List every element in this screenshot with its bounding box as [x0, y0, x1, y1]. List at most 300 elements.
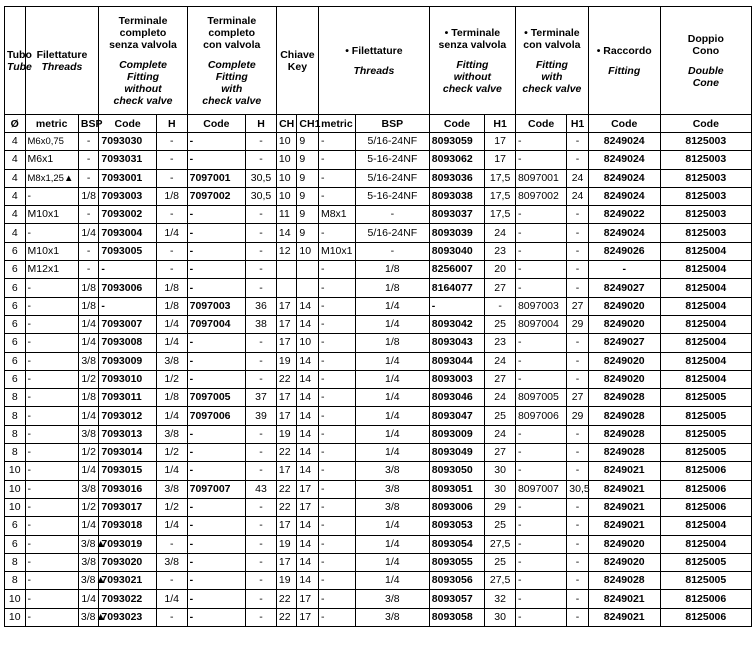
cell-diameter: 6	[5, 517, 26, 535]
cell-diameter: 4	[5, 206, 26, 224]
cell-fitting-h1: 25	[485, 553, 516, 571]
cell-thread-metric: M8x1,25▲	[25, 169, 78, 187]
cell-thread-metric: -	[25, 498, 78, 516]
cell-h: -	[156, 133, 187, 151]
cell-fitting-code: 8093059	[429, 133, 484, 151]
cell-fitting-h1: 27	[485, 370, 516, 388]
table-row	[5, 480, 752, 498]
cell-bullet-metric: -	[318, 590, 355, 608]
fittings-table	[4, 6, 752, 627]
cell-raccordo-code: 8249020	[588, 352, 660, 370]
complete-valve-header: Terminale completo con valvola Complete Fitting with check valve	[187, 7, 276, 115]
cell-h: 1/4	[156, 224, 187, 242]
cell-h: -	[156, 608, 187, 626]
cell-fitting-code: 8093062	[429, 151, 484, 169]
cell-fitting-h1: 25	[485, 407, 516, 425]
table-row	[5, 297, 752, 315]
cell-double-cone-code: 8125004	[660, 242, 751, 260]
subheader-thread-metric: metric	[25, 115, 78, 133]
cell-code: 7093014	[99, 444, 156, 462]
cell-double-cone-code: 8125004	[660, 370, 751, 388]
cell-code: 7093003	[99, 187, 156, 205]
cell-double-cone-code: 8125003	[660, 206, 751, 224]
cell-code: 7093009	[99, 352, 156, 370]
cell-valve-code: 7097007	[187, 480, 245, 498]
cell-thread-bsp: 1/4	[78, 407, 99, 425]
cell-bullet-bsp: 1/4	[355, 407, 429, 425]
cell-ch: 17	[276, 389, 297, 407]
cell-double-cone-code: 8125004	[660, 297, 751, 315]
cell-bullet-bsp: 1/4	[355, 553, 429, 571]
cell-thread-bsp: 1/8	[78, 187, 99, 205]
cell-thread-bsp: 3/8	[78, 425, 99, 443]
cell-thread-metric: -	[25, 352, 78, 370]
cell-valve-code: -	[187, 517, 245, 535]
table-body	[5, 133, 752, 627]
cell-h: 1/8	[156, 297, 187, 315]
cell-diameter: 4	[5, 187, 26, 205]
cell-thread-bsp: 1/4	[78, 462, 99, 480]
table-row	[5, 187, 752, 205]
cell-fitting-code: 8164077	[429, 279, 484, 297]
cell-code: -	[99, 261, 156, 279]
cell-diameter: 8	[5, 425, 26, 443]
cell-bullet-metric: -	[318, 480, 355, 498]
cell-bullet-metric: -	[318, 187, 355, 205]
cell-thread-metric: -	[25, 425, 78, 443]
subheader-h: H	[156, 115, 187, 133]
cell-thread-bsp: 1/4	[78, 590, 99, 608]
bullet-terminal-no-valve-header: • Terminale senza valvola Fitting without check valve	[429, 7, 515, 115]
cell-diameter: 6	[5, 315, 26, 333]
cell-ch: 22	[276, 590, 297, 608]
cell-fitting-h1: 17	[485, 151, 516, 169]
cell-thread-metric: -	[25, 315, 78, 333]
cell-fitting-valve-h1: -	[567, 517, 589, 535]
cell-ch1: 9	[297, 133, 319, 151]
cell-bullet-metric: -	[318, 297, 355, 315]
table-row	[5, 224, 752, 242]
cell-double-cone-code: 8125004	[660, 279, 751, 297]
cell-h: -	[156, 206, 187, 224]
bullet-terminal-valve-header: • Terminale con valvola Fitting with check valve	[515, 7, 588, 115]
cell-valve-code: 7097002	[187, 187, 245, 205]
cell-ch: 17	[276, 517, 297, 535]
cell-fitting-valve-h1: -	[567, 590, 589, 608]
cell-fitting-valve-code: -	[515, 590, 566, 608]
cell-ch: 11	[276, 206, 297, 224]
cell-bullet-bsp: 1/4	[355, 444, 429, 462]
cell-bullet-metric: -	[318, 279, 355, 297]
cell-valve-code: 7097003	[187, 297, 245, 315]
cell-diameter: 4	[5, 224, 26, 242]
subheader-fitting-valve-h1: H1	[567, 115, 589, 133]
cell-double-cone-code: 8125003	[660, 224, 751, 242]
cell-bullet-metric: -	[318, 224, 355, 242]
subheader-fitting-code: Code	[429, 115, 484, 133]
table-row	[5, 498, 752, 516]
cell-ch	[276, 261, 297, 279]
cell-fitting-code: 8256007	[429, 261, 484, 279]
cell-bullet-bsp: 1/4	[355, 352, 429, 370]
cell-fitting-code: 8093050	[429, 462, 484, 480]
cell-valve-code: 7097004	[187, 315, 245, 333]
cell-raccordo-code: 8249020	[588, 553, 660, 571]
cell-fitting-h1: 23	[485, 334, 516, 352]
cell-fitting-code: 8093042	[429, 315, 484, 333]
cell-valve-h: -	[246, 224, 277, 242]
cell-double-cone-code: 8125005	[660, 553, 751, 571]
cell-thread-bsp: 1/4	[78, 315, 99, 333]
cell-fitting-valve-code: 8097003	[515, 297, 566, 315]
cell-valve-code: -	[187, 370, 245, 388]
cell-thread-bsp: -	[78, 169, 99, 187]
cell-raccordo-code: 8249022	[588, 206, 660, 224]
cell-h: 1/8	[156, 187, 187, 205]
cell-double-cone-code: 8125003	[660, 169, 751, 187]
cell-fitting-h1: 24	[485, 224, 516, 242]
cell-fitting-valve-code: -	[515, 206, 566, 224]
cell-thread-metric: M10x1	[25, 242, 78, 260]
cell-raccordo-code: 8249027	[588, 334, 660, 352]
cell-raccordo-code: 8249020	[588, 297, 660, 315]
cell-h: 1/4	[156, 590, 187, 608]
cell-thread-metric: -	[25, 535, 78, 553]
cell-valve-h: -	[246, 151, 277, 169]
cell-thread-metric: -	[25, 572, 78, 590]
cell-thread-bsp: 1/4	[78, 224, 99, 242]
cell-valve-h: -	[246, 334, 277, 352]
subheader-ch: CH	[276, 115, 297, 133]
cell-bullet-metric: -	[318, 572, 355, 590]
cell-bullet-bsp: 1/4	[355, 297, 429, 315]
cell-fitting-code: 8093054	[429, 535, 484, 553]
subheader-ch1: CH1	[297, 115, 319, 133]
cell-fitting-code: -	[429, 297, 484, 315]
cell-valve-code: -	[187, 133, 245, 151]
table-row	[5, 462, 752, 480]
table-row	[5, 352, 752, 370]
complete-no-valve-header: Terminale completo senza valvola Complete Fitting without check valve	[99, 7, 187, 115]
cell-double-cone-code: 8125005	[660, 572, 751, 590]
subheader-row	[5, 115, 752, 133]
cell-thread-metric: -	[25, 389, 78, 407]
cell-ch: 17	[276, 297, 297, 315]
cell-bullet-bsp: 1/8	[355, 334, 429, 352]
table-row	[5, 279, 752, 297]
cell-thread-bsp: -	[78, 242, 99, 260]
cell-fitting-code: 8093044	[429, 352, 484, 370]
subheader-fitting-valve-code: Code	[515, 115, 566, 133]
cell-bullet-bsp: 5-16-24NF	[355, 151, 429, 169]
cell-fitting-valve-h1: -	[567, 535, 589, 553]
cell-fitting-valve-h1: -	[567, 261, 589, 279]
cell-bullet-bsp: 3/8	[355, 480, 429, 498]
cell-bullet-bsp: 5-16-24NF	[355, 187, 429, 205]
subheader-diameter: Ø	[5, 115, 26, 133]
cell-ch1: 17	[297, 480, 319, 498]
cell-ch: 22	[276, 480, 297, 498]
cell-bullet-metric: -	[318, 517, 355, 535]
table-row	[5, 370, 752, 388]
cell-thread-metric: -	[25, 334, 78, 352]
cell-fitting-h1: 23	[485, 242, 516, 260]
cell-ch: 10	[276, 133, 297, 151]
cell-bullet-metric: -	[318, 462, 355, 480]
cell-double-cone-code: 8125006	[660, 498, 751, 516]
cell-fitting-valve-code: -	[515, 608, 566, 626]
cell-fitting-code: 8093006	[429, 498, 484, 516]
cell-code: 7093006	[99, 279, 156, 297]
cell-valve-code: -	[187, 535, 245, 553]
cell-thread-metric: -	[25, 297, 78, 315]
cell-ch: 12	[276, 242, 297, 260]
cell-fitting-valve-h1: 29	[567, 315, 589, 333]
cell-ch1: 14	[297, 462, 319, 480]
cell-fitting-valve-code: 8097004	[515, 315, 566, 333]
cell-fitting-valve-code: -	[515, 370, 566, 388]
cell-ch: 22	[276, 498, 297, 516]
cell-fitting-valve-h1: 27	[567, 389, 589, 407]
cell-ch1: 9	[297, 206, 319, 224]
cell-valve-h: 43	[246, 480, 277, 498]
cell-thread-metric: -	[25, 517, 78, 535]
cell-fitting-code: 8093055	[429, 553, 484, 571]
cell-fitting-h1: 25	[485, 315, 516, 333]
subheader-bullet-metric: metric	[318, 115, 355, 133]
cell-bullet-bsp: 5/16-24NF	[355, 169, 429, 187]
cell-fitting-valve-code: 8097001	[515, 169, 566, 187]
cell-h: 3/8	[156, 553, 187, 571]
subheader-valve-code: Code	[187, 115, 245, 133]
cell-fitting-valve-code: -	[515, 261, 566, 279]
cell-h: 1/2	[156, 370, 187, 388]
cell-h: 1/4	[156, 334, 187, 352]
cell-bullet-bsp: 1/4	[355, 572, 429, 590]
cell-ch: 19	[276, 352, 297, 370]
cell-ch1: 14	[297, 553, 319, 571]
cell-thread-bsp: 3/8	[78, 480, 99, 498]
cell-bullet-metric: M10x1	[318, 242, 355, 260]
cell-raccordo-code: 8249021	[588, 590, 660, 608]
cell-bullet-metric: -	[318, 315, 355, 333]
cell-raccordo-code: 8249021	[588, 498, 660, 516]
cell-fitting-valve-h1: -	[567, 224, 589, 242]
cell-fitting-h1: 30	[485, 462, 516, 480]
cell-code: 7093011	[99, 389, 156, 407]
cell-fitting-valve-h1: -	[567, 462, 589, 480]
cell-fitting-valve-code: -	[515, 553, 566, 571]
cell-valve-code: -	[187, 279, 245, 297]
cell-thread-bsp: 1/2	[78, 498, 99, 516]
cell-bullet-metric: -	[318, 498, 355, 516]
cell-fitting-code: 8093036	[429, 169, 484, 187]
table-row	[5, 169, 752, 187]
cell-valve-h: -	[246, 608, 277, 626]
cell-fitting-code: 8093039	[429, 224, 484, 242]
cell-thread-bsp: -	[78, 151, 99, 169]
cell-bullet-bsp: 3/8	[355, 608, 429, 626]
cell-bullet-bsp: 1/4	[355, 370, 429, 388]
table-row	[5, 572, 752, 590]
cell-thread-metric: -	[25, 279, 78, 297]
cell-valve-h: -	[246, 206, 277, 224]
cell-raccordo-code: 8249020	[588, 315, 660, 333]
cell-double-cone-code: 8125004	[660, 535, 751, 553]
cell-bullet-bsp: 1/4	[355, 517, 429, 535]
cell-h: 3/8	[156, 480, 187, 498]
cell-ch: 17	[276, 334, 297, 352]
cell-valve-code: -	[187, 462, 245, 480]
cell-fitting-valve-h1: -	[567, 425, 589, 443]
cell-fitting-valve-code: 8097005	[515, 389, 566, 407]
cell-raccordo-code: 8249024	[588, 169, 660, 187]
cell-thread-bsp: 1/4	[78, 334, 99, 352]
cell-fitting-code: 8093046	[429, 389, 484, 407]
cell-fitting-code: 8093043	[429, 334, 484, 352]
cell-fitting-valve-h1: -	[567, 334, 589, 352]
cell-thread-bsp: -	[78, 206, 99, 224]
cell-fitting-h1: 30	[485, 608, 516, 626]
cell-raccordo-code: 8249028	[588, 389, 660, 407]
cell-fitting-h1: -	[485, 297, 516, 315]
cell-fitting-valve-h1: -	[567, 608, 589, 626]
cell-raccordo-code: 8249024	[588, 133, 660, 151]
cell-bullet-bsp: 3/8	[355, 462, 429, 480]
cell-double-cone-code: 8125006	[660, 462, 751, 480]
cell-fitting-code: 8093049	[429, 444, 484, 462]
cell-code: 7093015	[99, 462, 156, 480]
cell-valve-code: -	[187, 590, 245, 608]
cell-fitting-valve-code: -	[515, 425, 566, 443]
cell-raccordo-code: 8249020	[588, 370, 660, 388]
table-row	[5, 261, 752, 279]
cell-ch1: 14	[297, 572, 319, 590]
cell-code: 7093002	[99, 206, 156, 224]
cell-fitting-valve-h1: -	[567, 444, 589, 462]
cell-thread-bsp: -	[78, 261, 99, 279]
cell-bullet-metric: -	[318, 608, 355, 626]
cell-diameter: 8	[5, 444, 26, 462]
cell-h: 1/8	[156, 279, 187, 297]
subheader-fitting-h1: H1	[485, 115, 516, 133]
cell-fitting-h1: 24	[485, 389, 516, 407]
cell-fitting-valve-code: -	[515, 535, 566, 553]
cell-raccordo-code: 8249024	[588, 151, 660, 169]
cell-ch1: 14	[297, 535, 319, 553]
cell-ch1: 17	[297, 608, 319, 626]
cell-fitting-valve-code: -	[515, 133, 566, 151]
cell-thread-metric: -	[25, 187, 78, 205]
cell-bullet-metric: -	[318, 370, 355, 388]
cell-fitting-code: 8093051	[429, 480, 484, 498]
cell-code: 7093019	[99, 535, 156, 553]
table-row	[5, 608, 752, 626]
cell-fitting-code: 8093056	[429, 572, 484, 590]
cell-h: 1/4	[156, 407, 187, 425]
cell-diameter: 10	[5, 590, 26, 608]
cell-raccordo-code: 8249021	[588, 462, 660, 480]
cell-valve-code: -	[187, 261, 245, 279]
cell-h: 1/2	[156, 498, 187, 516]
cell-valve-code: 7097005	[187, 389, 245, 407]
cell-code: 7093021	[99, 572, 156, 590]
cell-double-cone-code: 8125003	[660, 151, 751, 169]
cell-fitting-valve-h1: 29	[567, 407, 589, 425]
cell-ch1	[297, 279, 319, 297]
threads-header: Filettature Threads	[25, 7, 99, 115]
cell-fitting-h1: 24	[485, 352, 516, 370]
cell-fitting-code: 8093038	[429, 187, 484, 205]
cell-h: -	[156, 169, 187, 187]
cell-diameter: 6	[5, 242, 26, 260]
cell-valve-code: -	[187, 553, 245, 571]
cell-ch1: 9	[297, 187, 319, 205]
cell-code: 7093008	[99, 334, 156, 352]
cell-raccordo-code: 8249021	[588, 608, 660, 626]
cell-fitting-valve-code: -	[515, 151, 566, 169]
cell-double-cone-code: 8125005	[660, 389, 751, 407]
cell-valve-h: -	[246, 572, 277, 590]
cell-valve-h: 39	[246, 407, 277, 425]
cell-h: 3/8	[156, 425, 187, 443]
cell-valve-code: -	[187, 151, 245, 169]
key-header: Chiave Key	[276, 7, 318, 115]
cell-valve-code: -	[187, 444, 245, 462]
cell-ch1: 14	[297, 425, 319, 443]
cell-thread-metric: M6x0,75	[25, 133, 78, 151]
cell-ch1: 14	[297, 407, 319, 425]
cell-bullet-bsp: 1/4	[355, 389, 429, 407]
cell-thread-metric: M6x1	[25, 151, 78, 169]
cell-ch: 19	[276, 535, 297, 553]
cell-fitting-h1: 17,5	[485, 169, 516, 187]
cell-fitting-valve-code: -	[515, 572, 566, 590]
cell-valve-code: -	[187, 498, 245, 516]
table-row	[5, 535, 752, 553]
table-row	[5, 425, 752, 443]
cell-h: 3/8	[156, 352, 187, 370]
double-cone-header: Doppio Cono Double Cone	[660, 7, 751, 115]
cell-valve-h: 38	[246, 315, 277, 333]
table-row	[5, 590, 752, 608]
cell-code: 7093017	[99, 498, 156, 516]
cell-valve-h: 30,5	[246, 187, 277, 205]
cell-valve-h: -	[246, 517, 277, 535]
cell-valve-h: -	[246, 261, 277, 279]
cell-code: 7093013	[99, 425, 156, 443]
cell-code: 7093016	[99, 480, 156, 498]
cell-fitting-h1: 27	[485, 444, 516, 462]
cell-thread-bsp: 1/2	[78, 370, 99, 388]
cell-fitting-valve-h1: 27	[567, 297, 589, 315]
cell-fitting-valve-h1: 30,5	[567, 480, 589, 498]
table-row	[5, 151, 752, 169]
cell-ch1: 10	[297, 242, 319, 260]
table-row	[5, 206, 752, 224]
cell-thread-metric: -	[25, 444, 78, 462]
cell-valve-h: 30,5	[246, 169, 277, 187]
cell-diameter: 6	[5, 334, 26, 352]
cell-ch: 19	[276, 425, 297, 443]
table-row	[5, 315, 752, 333]
cell-raccordo-code: -	[588, 261, 660, 279]
cell-fitting-h1: 17,5	[485, 187, 516, 205]
cell-valve-h: -	[246, 590, 277, 608]
cell-fitting-code: 8093037	[429, 206, 484, 224]
cell-thread-bsp: 3/8▲	[78, 572, 99, 590]
cell-diameter: 10	[5, 608, 26, 626]
